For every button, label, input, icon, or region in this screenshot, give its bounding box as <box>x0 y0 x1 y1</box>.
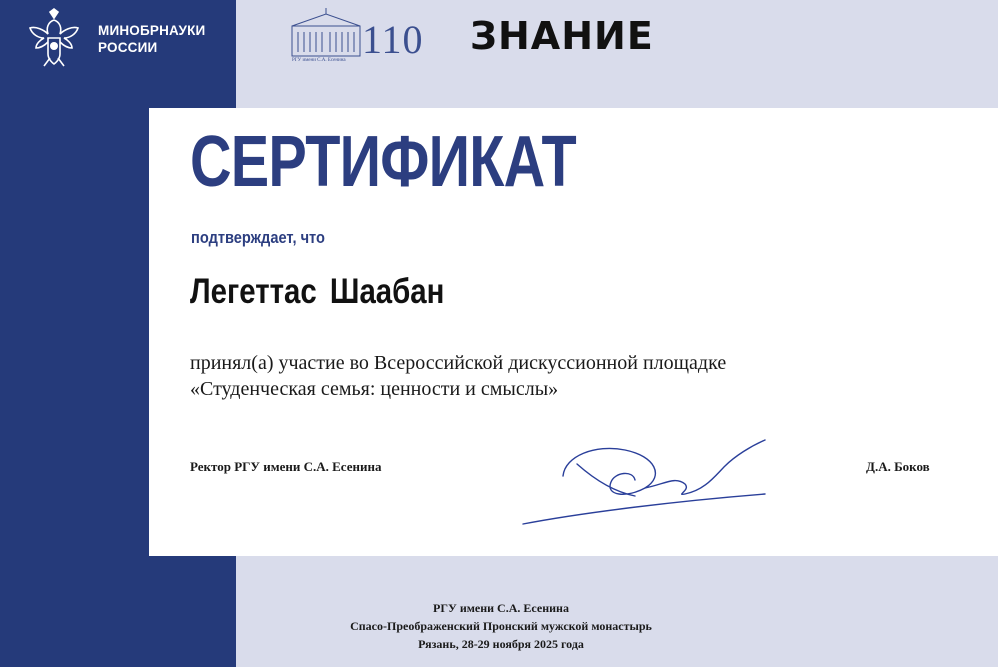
signatory-position: Ректор РГУ имени С.А. Есенина <box>190 459 382 474</box>
footer-date-place: Рязань, 28-29 ноября 2025 года <box>418 637 584 651</box>
participation-text-line2: «Студенческая семья: ценности и смыслы» <box>190 378 559 400</box>
znanie-logo: ЗНАНИЕ <box>470 14 654 58</box>
recipient-name: Легеттас Шаабан <box>190 272 445 311</box>
confirms-text: подтверждает, что <box>191 228 325 247</box>
ministry-name-line2: РОССИИ <box>98 40 158 55</box>
participation-text-line1: принял(а) участие во Всероссийской дискуссионной площадке <box>190 352 727 374</box>
footer-venue: Спасо-Преображенский Пронский мужской монастырь <box>350 619 652 633</box>
university-building-icon <box>290 8 362 60</box>
certificate-title: СЕРТИФИКАТ <box>190 122 576 202</box>
university-anniversary-number: 110 <box>362 17 424 62</box>
ministry-name-line1: МИНОБРНАУКИ <box>98 23 206 38</box>
university-logo-caption: РГУ имени С.А. Есенина <box>292 58 346 63</box>
signature <box>515 436 775 528</box>
eagle-emblem-icon <box>26 8 82 70</box>
footer-organizer: РГУ имени С.А. Есенина <box>433 601 569 615</box>
ministry-logo <box>26 8 205 70</box>
signatory-name: Д.А. Боков <box>866 459 930 474</box>
